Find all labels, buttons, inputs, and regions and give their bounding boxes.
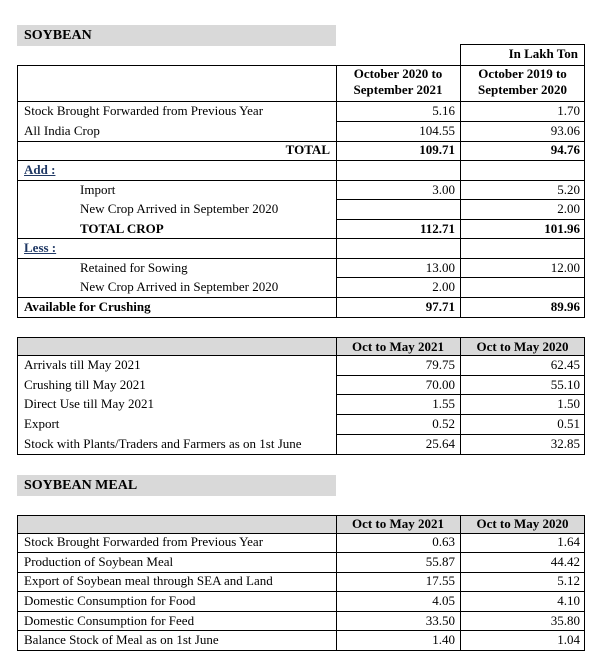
row-value: 1.40 bbox=[432, 632, 455, 647]
row-label: Production of Soybean Meal bbox=[24, 554, 174, 569]
total-value: 94.76 bbox=[550, 142, 580, 157]
row-value: 17.55 bbox=[425, 573, 455, 588]
meal-heading: SOYBEAN MEAL bbox=[17, 475, 336, 496]
row-value: 1.70 bbox=[557, 103, 580, 118]
row-value: 79.75 bbox=[425, 357, 455, 372]
row-value: 32.85 bbox=[550, 436, 580, 451]
row-value: 55.10 bbox=[550, 377, 580, 392]
available-value: 89.96 bbox=[550, 299, 580, 314]
row-value: 62.45 bbox=[550, 357, 580, 372]
row-value: 3.00 bbox=[432, 182, 455, 197]
row-value: 5.16 bbox=[432, 103, 455, 118]
meal-col1-header: Oct to May 2021 bbox=[351, 516, 445, 531]
row-value: 70.00 bbox=[425, 377, 455, 392]
row-value: 0.52 bbox=[432, 416, 455, 431]
row-value: 55.87 bbox=[425, 554, 455, 569]
col2-header: October 2019 to September 2020 bbox=[478, 66, 567, 97]
row-value: 33.50 bbox=[425, 613, 455, 628]
soybean-heading: SOYBEAN bbox=[17, 25, 336, 46]
row-value: 25.64 bbox=[425, 436, 455, 451]
row-value: 35.80 bbox=[550, 613, 580, 628]
row-label: Crushing till May 2021 bbox=[24, 377, 146, 392]
row-label: Stock Brought Forwarded from Previous Year bbox=[24, 534, 264, 549]
row-value: 44.42 bbox=[550, 554, 580, 569]
row-label: New Crop Arrived in September 2020 bbox=[80, 201, 279, 216]
row-label: Stock Brought Forwarded from Previous Year bbox=[24, 103, 264, 118]
period-col2-header: Oct to May 2020 bbox=[476, 339, 569, 354]
row-value: 1.50 bbox=[557, 396, 580, 411]
row-value: 1.64 bbox=[557, 534, 580, 549]
row-value: 1.04 bbox=[557, 632, 580, 647]
row-value: 4.10 bbox=[557, 593, 580, 608]
row-value: 1.55 bbox=[432, 396, 455, 411]
row-value: 12.00 bbox=[550, 260, 580, 275]
row-label: Stock with Plants/Traders and Farmers as on 1st June bbox=[24, 436, 302, 451]
total-label: TOTAL bbox=[285, 142, 330, 157]
row-label: All India Crop bbox=[24, 123, 100, 138]
total-crop-value: 112.71 bbox=[419, 221, 455, 236]
row-label: Direct Use till May 2021 bbox=[24, 396, 154, 411]
row-value: 0.51 bbox=[557, 416, 580, 431]
row-label: New Crop Arrived in September 2020 bbox=[80, 279, 279, 294]
total-crop-value: 101.96 bbox=[544, 221, 580, 236]
period-col1-header: Oct to May 2021 bbox=[351, 339, 445, 354]
row-value: 2.00 bbox=[432, 279, 455, 294]
col1-header: October 2020 to September 2021 bbox=[353, 66, 443, 97]
meal-col2-header: Oct to May 2020 bbox=[476, 516, 569, 531]
less-label: Less : bbox=[24, 240, 57, 255]
total-value: 109.71 bbox=[419, 142, 455, 157]
row-label: Import bbox=[80, 182, 116, 197]
row-label: Balance Stock of Meal as on 1st June bbox=[24, 632, 219, 647]
row-value: 4.05 bbox=[432, 593, 455, 608]
row-value: 104.55 bbox=[419, 123, 455, 138]
unit-label: In Lakh Ton bbox=[508, 46, 578, 61]
row-label: Domestic Consumption for Food bbox=[24, 593, 196, 608]
add-label: Add : bbox=[24, 162, 56, 177]
row-label: Export bbox=[24, 416, 60, 431]
row-value: 13.00 bbox=[425, 260, 455, 275]
row-label: Domestic Consumption for Feed bbox=[24, 613, 195, 628]
row-label: Export of Soybean meal through SEA and Land bbox=[24, 573, 273, 588]
total-crop-label: TOTAL CROP bbox=[80, 221, 164, 236]
row-value: 5.20 bbox=[557, 182, 580, 197]
available-label: Available for Crushing bbox=[24, 299, 151, 314]
row-value: 2.00 bbox=[557, 201, 580, 216]
row-label: Retained for Sowing bbox=[80, 260, 188, 275]
row-label: Arrivals till May 2021 bbox=[24, 357, 141, 372]
row-value: 0.63 bbox=[432, 534, 455, 549]
row-value: 93.06 bbox=[550, 123, 580, 138]
available-value: 97.71 bbox=[425, 299, 455, 314]
row-value: 5.12 bbox=[557, 573, 580, 588]
